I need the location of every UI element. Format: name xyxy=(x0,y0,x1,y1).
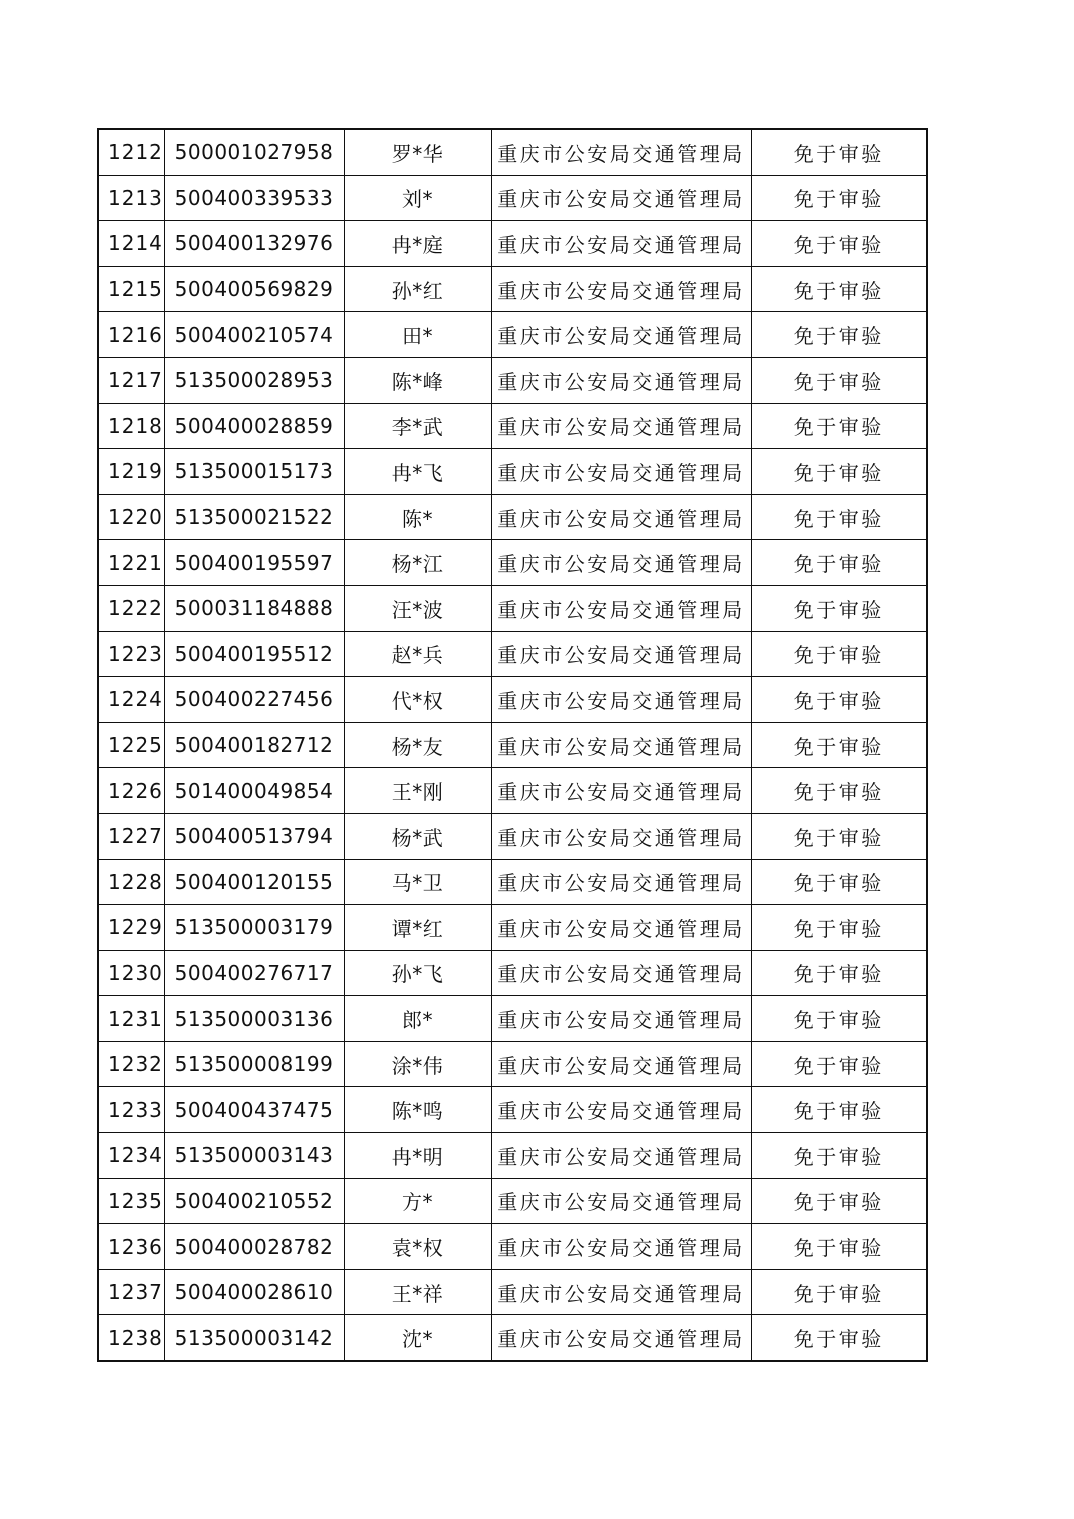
cell-authority: 重庆市公安局交通管理局 xyxy=(491,585,751,631)
cell-authority: 重庆市公安局交通管理局 xyxy=(491,1224,751,1270)
table-row xyxy=(98,631,927,677)
cell-status: 免于审验 xyxy=(751,1133,927,1179)
table-row xyxy=(98,1041,927,1087)
cell-authority: 重庆市公安局交通管理局 xyxy=(491,221,751,267)
table-row xyxy=(98,312,927,358)
cell-seq: 1225 xyxy=(98,722,164,768)
cell-name: 陈*峰 xyxy=(344,357,491,403)
cell-authority: 重庆市公安局交通管理局 xyxy=(491,996,751,1042)
cell-status: 免于审验 xyxy=(751,768,927,814)
cell-status: 免于审验 xyxy=(751,129,927,175)
cell-authority: 重庆市公安局交通管理局 xyxy=(491,813,751,859)
cell-authority: 重庆市公安局交通管理局 xyxy=(491,1133,751,1179)
cell-license-id: 500400227456 xyxy=(164,677,344,723)
table-row xyxy=(98,722,927,768)
cell-name: 涂*伟 xyxy=(344,1041,491,1087)
cell-authority: 重庆市公安局交通管理局 xyxy=(491,768,751,814)
cell-name: 马*卫 xyxy=(344,859,491,905)
cell-license-id: 500400276717 xyxy=(164,950,344,996)
cell-license-id: 500031184888 xyxy=(164,585,344,631)
cell-status: 免于审验 xyxy=(751,905,927,951)
cell-license-id: 500400513794 xyxy=(164,813,344,859)
cell-status: 免于审验 xyxy=(751,859,927,905)
cell-authority: 重庆市公安局交通管理局 xyxy=(491,950,751,996)
table-row xyxy=(98,1269,927,1315)
cell-seq: 1233 xyxy=(98,1087,164,1133)
cell-seq: 1221 xyxy=(98,540,164,586)
cell-name: 汪*波 xyxy=(344,585,491,631)
cell-name: 杨*江 xyxy=(344,540,491,586)
cell-license-id: 500001027958 xyxy=(164,129,344,175)
cell-authority: 重庆市公安局交通管理局 xyxy=(491,722,751,768)
cell-status: 免于审验 xyxy=(751,312,927,358)
cell-license-id: 500400569829 xyxy=(164,266,344,312)
cell-seq: 1212 xyxy=(98,129,164,175)
cell-name: 陈*鸣 xyxy=(344,1087,491,1133)
cell-name: 孙*飞 xyxy=(344,950,491,996)
cell-seq: 1236 xyxy=(98,1224,164,1270)
cell-license-id: 513500003179 xyxy=(164,905,344,951)
table-row xyxy=(98,540,927,586)
cell-seq: 1215 xyxy=(98,266,164,312)
cell-name: 陈* xyxy=(344,494,491,540)
table-row xyxy=(98,813,927,859)
cell-license-id: 513500008199 xyxy=(164,1041,344,1087)
cell-name: 谭*红 xyxy=(344,905,491,951)
cell-name: 冉*庭 xyxy=(344,221,491,267)
cell-authority: 重庆市公安局交通管理局 xyxy=(491,1315,751,1361)
table-row xyxy=(98,1315,927,1361)
cell-seq: 1214 xyxy=(98,221,164,267)
cell-seq: 1218 xyxy=(98,403,164,449)
table-row xyxy=(98,129,927,175)
cell-status: 免于审验 xyxy=(751,1178,927,1224)
table-row xyxy=(98,494,927,540)
cell-status: 免于审验 xyxy=(751,950,927,996)
cell-authority: 重庆市公安局交通管理局 xyxy=(491,357,751,403)
cell-name: 罗*华 xyxy=(344,129,491,175)
cell-authority: 重庆市公安局交通管理局 xyxy=(491,129,751,175)
cell-authority: 重庆市公安局交通管理局 xyxy=(491,540,751,586)
cell-name: 方* xyxy=(344,1178,491,1224)
cell-authority: 重庆市公安局交通管理局 xyxy=(491,1041,751,1087)
cell-license-id: 501400049854 xyxy=(164,768,344,814)
table-row xyxy=(98,175,927,221)
cell-authority: 重庆市公安局交通管理局 xyxy=(491,266,751,312)
cell-seq: 1237 xyxy=(98,1269,164,1315)
cell-seq: 1226 xyxy=(98,768,164,814)
cell-license-id: 513500003142 xyxy=(164,1315,344,1361)
cell-license-id: 513500003143 xyxy=(164,1133,344,1179)
cell-seq: 1229 xyxy=(98,905,164,951)
cell-authority: 重庆市公安局交通管理局 xyxy=(491,631,751,677)
table-row xyxy=(98,1087,927,1133)
cell-seq: 1217 xyxy=(98,357,164,403)
cell-authority: 重庆市公安局交通管理局 xyxy=(491,449,751,495)
cell-status: 免于审验 xyxy=(751,494,927,540)
cell-seq: 1230 xyxy=(98,950,164,996)
table-row xyxy=(98,221,927,267)
cell-authority: 重庆市公安局交通管理局 xyxy=(491,905,751,951)
cell-status: 免于审验 xyxy=(751,677,927,723)
cell-name: 孙*红 xyxy=(344,266,491,312)
cell-status: 免于审验 xyxy=(751,403,927,449)
cell-license-id: 500400182712 xyxy=(164,722,344,768)
cell-status: 免于审验 xyxy=(751,722,927,768)
cell-name: 冉*飞 xyxy=(344,449,491,495)
records-table-body xyxy=(98,129,927,1361)
cell-status: 免于审验 xyxy=(751,585,927,631)
cell-status: 免于审验 xyxy=(751,540,927,586)
cell-seq: 1238 xyxy=(98,1315,164,1361)
cell-license-id: 500400028782 xyxy=(164,1224,344,1270)
cell-name: 刘* xyxy=(344,175,491,221)
cell-status: 免于审验 xyxy=(751,996,927,1042)
cell-seq: 1224 xyxy=(98,677,164,723)
cell-authority: 重庆市公安局交通管理局 xyxy=(491,677,751,723)
cell-name: 赵*兵 xyxy=(344,631,491,677)
cell-name: 王*刚 xyxy=(344,768,491,814)
cell-authority: 重庆市公安局交通管理局 xyxy=(491,494,751,540)
cell-seq: 1227 xyxy=(98,813,164,859)
cell-status: 免于审验 xyxy=(751,1087,927,1133)
cell-license-id: 500400120155 xyxy=(164,859,344,905)
cell-status: 免于审验 xyxy=(751,631,927,677)
table-row xyxy=(98,449,927,495)
cell-authority: 重庆市公安局交通管理局 xyxy=(491,1087,751,1133)
cell-status: 免于审验 xyxy=(751,449,927,495)
cell-license-id: 500400195597 xyxy=(164,540,344,586)
table-row xyxy=(98,859,927,905)
cell-license-id: 500400028610 xyxy=(164,1269,344,1315)
cell-license-id: 500400339533 xyxy=(164,175,344,221)
cell-seq: 1228 xyxy=(98,859,164,905)
cell-name: 沈* xyxy=(344,1315,491,1361)
cell-license-id: 513500028953 xyxy=(164,357,344,403)
cell-license-id: 500400028859 xyxy=(164,403,344,449)
cell-authority: 重庆市公安局交通管理局 xyxy=(491,312,751,358)
cell-seq: 1220 xyxy=(98,494,164,540)
cell-license-id: 513500015173 xyxy=(164,449,344,495)
table-row xyxy=(98,677,927,723)
cell-status: 免于审验 xyxy=(751,1041,927,1087)
cell-seq: 1223 xyxy=(98,631,164,677)
cell-name: 代*权 xyxy=(344,677,491,723)
table-row xyxy=(98,585,927,631)
cell-status: 免于审验 xyxy=(751,357,927,403)
cell-license-id: 513500003136 xyxy=(164,996,344,1042)
cell-authority: 重庆市公安局交通管理局 xyxy=(491,1269,751,1315)
cell-status: 免于审验 xyxy=(751,1315,927,1361)
cell-authority: 重庆市公安局交通管理局 xyxy=(491,859,751,905)
cell-seq: 1231 xyxy=(98,996,164,1042)
cell-authority: 重庆市公安局交通管理局 xyxy=(491,175,751,221)
cell-license-id: 513500021522 xyxy=(164,494,344,540)
cell-seq: 1234 xyxy=(98,1133,164,1179)
cell-authority: 重庆市公安局交通管理局 xyxy=(491,1178,751,1224)
cell-name: 杨*武 xyxy=(344,813,491,859)
cell-status: 免于审验 xyxy=(751,813,927,859)
table-row xyxy=(98,996,927,1042)
cell-name: 杨*友 xyxy=(344,722,491,768)
cell-status: 免于审验 xyxy=(751,221,927,267)
cell-seq: 1216 xyxy=(98,312,164,358)
records-table xyxy=(97,128,928,1362)
table-row xyxy=(98,905,927,951)
cell-status: 免于审验 xyxy=(751,266,927,312)
table-row xyxy=(98,950,927,996)
cell-seq: 1219 xyxy=(98,449,164,495)
cell-seq: 1222 xyxy=(98,585,164,631)
table-row xyxy=(98,403,927,449)
cell-authority: 重庆市公安局交通管理局 xyxy=(491,403,751,449)
cell-name: 冉*明 xyxy=(344,1133,491,1179)
table-row xyxy=(98,1224,927,1270)
cell-license-id: 500400210574 xyxy=(164,312,344,358)
cell-license-id: 500400437475 xyxy=(164,1087,344,1133)
cell-seq: 1213 xyxy=(98,175,164,221)
table-row xyxy=(98,266,927,312)
cell-status: 免于审验 xyxy=(751,1269,927,1315)
cell-name: 王*祥 xyxy=(344,1269,491,1315)
cell-status: 免于审验 xyxy=(751,1224,927,1270)
cell-status: 免于审验 xyxy=(751,175,927,221)
cell-license-id: 500400132976 xyxy=(164,221,344,267)
cell-license-id: 500400195512 xyxy=(164,631,344,677)
table-row xyxy=(98,357,927,403)
table-row xyxy=(98,768,927,814)
table-row xyxy=(98,1178,927,1224)
cell-name: 李*武 xyxy=(344,403,491,449)
table-row xyxy=(98,1133,927,1179)
cell-name: 袁*权 xyxy=(344,1224,491,1270)
cell-license-id: 500400210552 xyxy=(164,1178,344,1224)
cell-seq: 1232 xyxy=(98,1041,164,1087)
cell-seq: 1235 xyxy=(98,1178,164,1224)
cell-name: 郎* xyxy=(344,996,491,1042)
cell-name: 田* xyxy=(344,312,491,358)
